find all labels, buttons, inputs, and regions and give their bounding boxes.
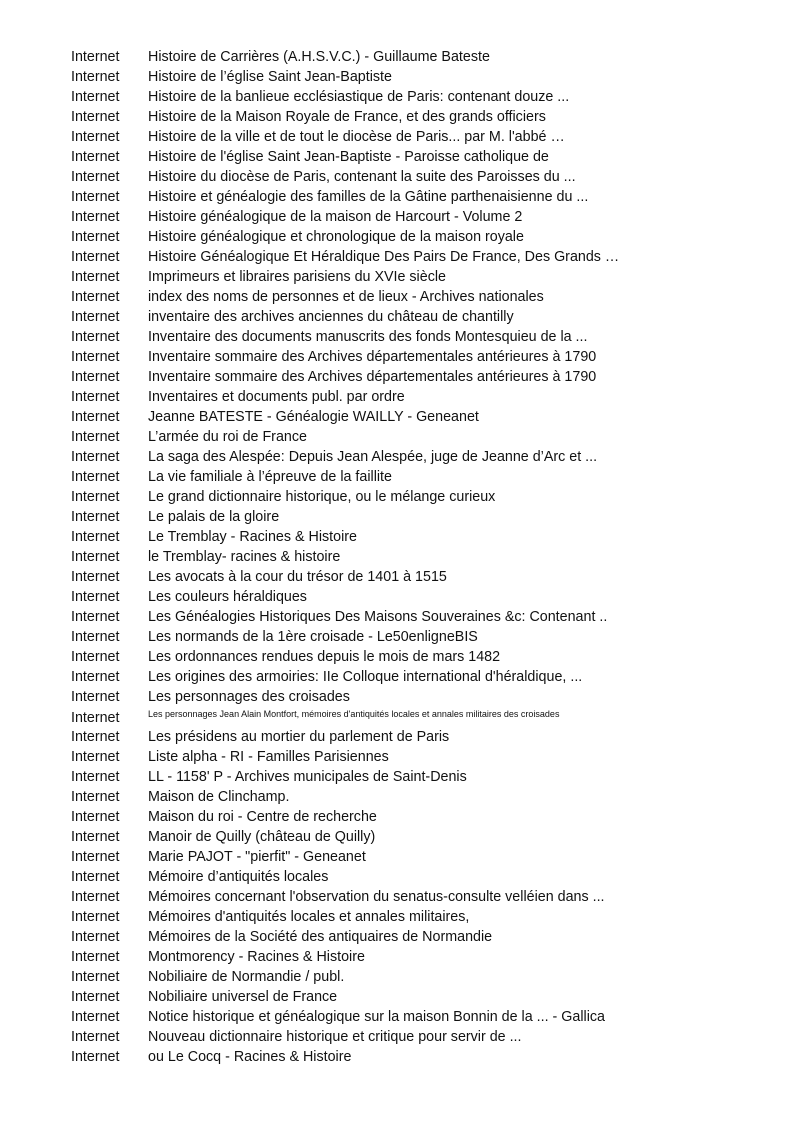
reference-title: L’armée du roi de France bbox=[148, 429, 307, 445]
list-item bbox=[71, 1047, 771, 1067]
source-label: Internet bbox=[71, 689, 120, 705]
reference-title: Les origines des armoiries: IIe Colloque international d'héraldique, ... bbox=[148, 669, 583, 685]
source-label: Internet bbox=[71, 669, 120, 685]
list-item bbox=[71, 567, 771, 587]
list-item bbox=[71, 67, 771, 87]
source-label: Internet bbox=[71, 869, 120, 885]
reference-title: Mémoires concernant l'observation du senatus-consulte velléien dans ... bbox=[148, 889, 605, 905]
list-item bbox=[71, 987, 771, 1007]
source-label: Internet bbox=[71, 269, 120, 285]
source-label: Internet bbox=[71, 469, 120, 485]
source-label: Internet bbox=[71, 569, 120, 585]
list-item bbox=[71, 747, 771, 767]
reference-title: Histoire de l’église Saint Jean-Baptiste bbox=[148, 69, 392, 85]
reference-title: Marie PAJOT - "pierfit" - Geneanet bbox=[148, 849, 366, 865]
list-item bbox=[71, 167, 771, 187]
list-item bbox=[71, 1007, 771, 1027]
list-item bbox=[71, 947, 771, 967]
list-item bbox=[71, 547, 771, 567]
reference-title: Histoire de la banlieue ecclésiastique de Paris: contenant douze ... bbox=[148, 89, 570, 105]
reference-title: Histoire généalogique et chronologique de la maison royale bbox=[148, 229, 524, 245]
list-item bbox=[71, 967, 771, 987]
reference-title: Notice historique et généalogique sur la maison Bonnin de la ... - Gallica bbox=[148, 1009, 605, 1025]
list-item bbox=[71, 867, 771, 887]
reference-title: Liste alpha - RI - Familles Parisiennes bbox=[148, 749, 389, 765]
reference-title: Les personnages Jean Alain Montfort, mémoires d'antiquités locales et annales militaires des croisades bbox=[148, 709, 560, 719]
source-label: Internet bbox=[71, 389, 120, 405]
list-item bbox=[71, 627, 771, 647]
source-label: Internet bbox=[71, 989, 120, 1005]
reference-title: Manoir de Quilly (château de Quilly) bbox=[148, 829, 376, 845]
reference-title: Maison du roi - Centre de recherche bbox=[148, 809, 377, 825]
source-label: Internet bbox=[71, 189, 120, 205]
source-label: Internet bbox=[71, 429, 120, 445]
source-label: Internet bbox=[71, 889, 120, 905]
source-label: Internet bbox=[71, 449, 120, 465]
source-label: Internet bbox=[71, 349, 120, 365]
list-item bbox=[71, 847, 771, 867]
list-item bbox=[71, 787, 771, 807]
list-item bbox=[71, 407, 771, 427]
list-item bbox=[71, 247, 771, 267]
list-item bbox=[71, 307, 771, 327]
reference-title: Le Tremblay - Racines & Histoire bbox=[148, 529, 357, 545]
reference-title: Le grand dictionnaire historique, ou le mélange curieux bbox=[148, 489, 496, 505]
source-label: Internet bbox=[71, 409, 120, 425]
reference-title: Les normands de la 1ère croisade - Le50enligneBIS bbox=[148, 629, 478, 645]
list-item bbox=[71, 187, 771, 207]
reference-title: ou Le Cocq - Racines & Histoire bbox=[148, 1049, 352, 1065]
source-label: Internet bbox=[71, 49, 120, 65]
list-item bbox=[71, 887, 771, 907]
source-label: Internet bbox=[71, 249, 120, 265]
source-label: Internet bbox=[71, 749, 120, 765]
source-label: Internet bbox=[71, 710, 120, 726]
reference-title: Les présidens au mortier du parlement de Paris bbox=[148, 729, 450, 745]
list-item bbox=[71, 527, 771, 547]
source-label: Internet bbox=[71, 789, 120, 805]
list-item bbox=[71, 927, 771, 947]
list-item bbox=[71, 147, 771, 167]
source-label: Internet bbox=[71, 1049, 120, 1065]
list-item bbox=[71, 207, 771, 227]
source-label: Internet bbox=[71, 509, 120, 525]
source-label: Internet bbox=[71, 1029, 120, 1045]
source-label: Internet bbox=[71, 169, 120, 185]
list-item bbox=[71, 587, 771, 607]
source-label: Internet bbox=[71, 289, 120, 305]
source-label: Internet bbox=[71, 229, 120, 245]
reference-title: le Tremblay- racines & histoire bbox=[148, 549, 341, 565]
reference-title: Les couleurs héraldiques bbox=[148, 589, 307, 605]
list-item bbox=[71, 707, 771, 727]
list-item bbox=[71, 827, 771, 847]
reference-title: Les avocats à la cour du trésor de 1401 à 1515 bbox=[148, 569, 447, 585]
list-item bbox=[71, 347, 771, 367]
reference-title: Montmorency - Racines & Histoire bbox=[148, 949, 365, 965]
list-item bbox=[71, 487, 771, 507]
source-label: Internet bbox=[71, 769, 120, 785]
list-item bbox=[71, 287, 771, 307]
reference-title: Histoire et généalogie des familles de la Gâtine parthenaisienne du ... bbox=[148, 189, 589, 205]
reference-title: La vie familiale à l’épreuve de la faillite bbox=[148, 469, 392, 485]
reference-title: Les Généalogies Historiques Des Maisons Souveraines &c: Contenant .. bbox=[148, 609, 608, 625]
list-item bbox=[71, 807, 771, 827]
source-label: Internet bbox=[71, 609, 120, 625]
list-item bbox=[71, 467, 771, 487]
list-item bbox=[71, 107, 771, 127]
reference-title: Histoire de la ville et de tout le diocèse de Paris... par M. l'abbé … bbox=[148, 129, 565, 145]
source-label: Internet bbox=[71, 829, 120, 845]
list-item bbox=[71, 447, 771, 467]
list-item bbox=[71, 907, 771, 927]
source-label: Internet bbox=[71, 69, 120, 85]
source-label: Internet bbox=[71, 209, 120, 225]
reference-title: Inventaire des documents manuscrits des fonds Montesquieu de la ... bbox=[148, 329, 588, 345]
reference-title: Les personnages des croisades bbox=[148, 689, 350, 705]
reference-title: Le palais de la gloire bbox=[148, 509, 280, 525]
reference-title: Inventaire sommaire des Archives départementales antérieures à 1790 bbox=[148, 369, 597, 385]
reference-title: La saga des Alespée: Depuis Jean Alespée, juge de Jeanne d’Arc et ... bbox=[148, 449, 598, 465]
list-item bbox=[71, 127, 771, 147]
source-label: Internet bbox=[71, 129, 120, 145]
source-label: Internet bbox=[71, 529, 120, 545]
source-label: Internet bbox=[71, 589, 120, 605]
reference-title: Imprimeurs et libraires parisiens du XVIe siècle bbox=[148, 269, 446, 285]
source-label: Internet bbox=[71, 729, 120, 745]
reference-title: Histoire généalogique de la maison de Harcourt - Volume 2 bbox=[148, 209, 523, 225]
list-item bbox=[71, 607, 771, 627]
reference-title: Nouveau dictionnaire historique et critique pour servir de ... bbox=[148, 1029, 522, 1045]
reference-title: Mémoire d’antiquités locales bbox=[148, 869, 329, 885]
list-item bbox=[71, 87, 771, 107]
reference-title: Maison de Clinchamp. bbox=[148, 789, 290, 805]
list-item bbox=[71, 647, 771, 667]
source-label: Internet bbox=[71, 929, 120, 945]
reference-title: inventaire des archives anciennes du château de chantilly bbox=[148, 309, 514, 325]
source-label: Internet bbox=[71, 969, 120, 985]
reference-title: Histoire de la Maison Royale de France, et des grands officiers bbox=[148, 109, 546, 125]
reference-title: Mémoires de la Société des antiquaires de Normandie bbox=[148, 929, 493, 945]
source-label: Internet bbox=[71, 809, 120, 825]
source-label: Internet bbox=[71, 949, 120, 965]
source-label: Internet bbox=[71, 649, 120, 665]
source-label: Internet bbox=[71, 89, 120, 105]
reference-title: index des noms de personnes et de lieux - Archives nationales bbox=[148, 289, 544, 305]
source-label: Internet bbox=[71, 549, 120, 565]
reference-title: Nobiliaire universel de France bbox=[148, 989, 338, 1005]
reference-title: Nobiliaire de Normandie / publ. bbox=[148, 969, 345, 985]
reference-title: Inventaires et documents publ. par ordre bbox=[148, 389, 405, 405]
list-item bbox=[71, 47, 771, 67]
list-item bbox=[71, 507, 771, 527]
source-label: Internet bbox=[71, 149, 120, 165]
bibliography-list bbox=[71, 47, 771, 1067]
list-item bbox=[71, 767, 771, 787]
list-item bbox=[71, 687, 771, 707]
source-label: Internet bbox=[71, 309, 120, 325]
source-label: Internet bbox=[71, 1009, 120, 1025]
source-label: Internet bbox=[71, 109, 120, 125]
source-label: Internet bbox=[71, 849, 120, 865]
reference-title: Les ordonnances rendues depuis le mois de mars 1482 bbox=[148, 649, 501, 665]
source-label: Internet bbox=[71, 329, 120, 345]
list-item bbox=[71, 387, 771, 407]
reference-title: Histoire Généalogique Et Héraldique Des Pairs De France, Des Grands … bbox=[148, 249, 620, 265]
source-label: Internet bbox=[71, 489, 120, 505]
list-item bbox=[71, 727, 771, 747]
list-item bbox=[71, 427, 771, 447]
list-item bbox=[71, 267, 771, 287]
source-label: Internet bbox=[71, 909, 120, 925]
reference-title: LL - 1158' P - Archives municipales de Saint-Denis bbox=[148, 769, 467, 785]
list-item bbox=[71, 227, 771, 247]
reference-title: Histoire du diocèse de Paris, contenant la suite des Paroisses du ... bbox=[148, 169, 576, 185]
reference-title: Jeanne BATESTE - Généalogie WAILLY - Geneanet bbox=[148, 409, 479, 425]
source-label: Internet bbox=[71, 369, 120, 385]
list-item bbox=[71, 367, 771, 387]
list-item bbox=[71, 667, 771, 687]
list-item bbox=[71, 1027, 771, 1047]
reference-title: Mémoires d'antiquités locales et annales militaires, bbox=[148, 909, 470, 925]
reference-title: Histoire de Carrières (A.H.S.V.C.) - Guillaume Bateste bbox=[148, 49, 490, 65]
list-item bbox=[71, 327, 771, 347]
source-label: Internet bbox=[71, 629, 120, 645]
reference-title: Inventaire sommaire des Archives départementales antérieures à 1790 bbox=[148, 349, 597, 365]
reference-title: Histoire de l'église Saint Jean-Baptiste - Paroisse catholique de bbox=[148, 149, 549, 165]
